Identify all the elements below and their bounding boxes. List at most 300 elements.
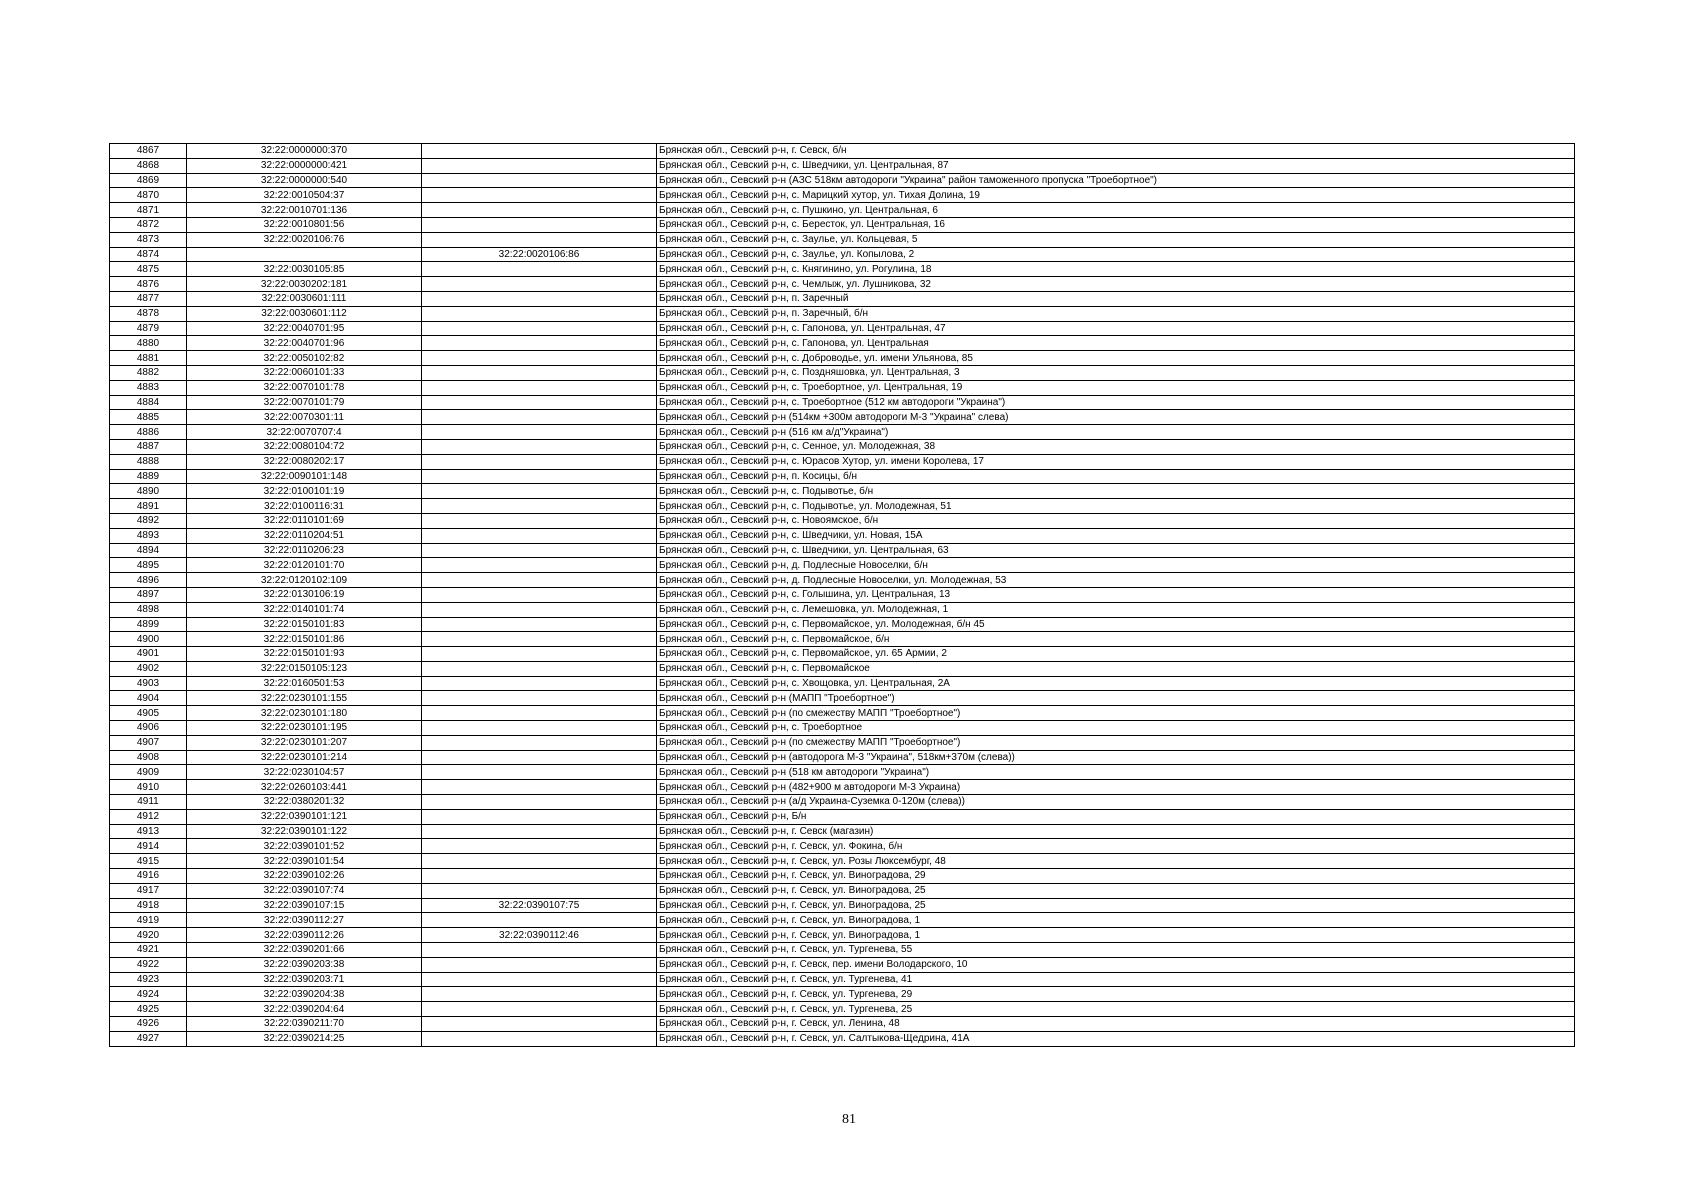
previous-cadastral-number-cell [422,306,657,321]
previous-cadastral-number-cell [422,587,657,602]
table-row [110,647,1575,662]
cadastral-number-cell: 32:22:0030601:112 [187,306,422,321]
row-number-cell: 4876 [110,277,187,292]
row-number-cell: 4890 [110,484,187,499]
address-cell: Брянская обл., Севский р-н, г. Севск, б/н [657,144,1575,159]
row-number-cell: 4905 [110,706,187,721]
table-row [110,380,1575,395]
table-row [110,706,1575,721]
previous-cadastral-number-cell [422,144,657,159]
table-row [110,306,1575,321]
address-cell: Брянская обл., Севский р-н, с. Троебортное, ул. Центральная, 19 [657,380,1575,395]
previous-cadastral-number-cell [422,957,657,972]
address-cell: Брянская обл., Севский р-н (516 км а/д"Украина") [657,425,1575,440]
cadastral-number-cell: 32:22:0230104:57 [187,765,422,780]
previous-cadastral-number-cell [422,262,657,277]
previous-cadastral-number-cell [422,706,657,721]
address-cell: Брянская обл., Севский р-н, с. Шведчики, ул. Центральная, 87 [657,158,1575,173]
previous-cadastral-number-cell [422,869,657,884]
address-cell: Брянская обл., Севский р-н, г. Севск, ул. Виноградова, 29 [657,869,1575,884]
address-cell: Брянская обл., Севский р-н, с. Первомайское, ул. Молодежная, б/н 45 [657,617,1575,632]
address-cell: Брянская обл., Севский р-н, п. Заречный [657,291,1575,306]
row-number-cell: 4873 [110,232,187,247]
previous-cadastral-number-cell [422,602,657,617]
address-cell: Брянская обл., Севский р-н, г. Севск, ул. Розы Люксембург, 48 [657,854,1575,869]
table-row [110,587,1575,602]
cadastral-number-cell: 32:22:0090101:148 [187,469,422,484]
address-cell: Брянская обл., Севский р-н, с. Бересток, ул. Центральная, 16 [657,217,1575,232]
address-cell: Брянская обл., Севский р-н, с. Юрасов Хутор, ул. имени Королева, 17 [657,454,1575,469]
row-number-cell: 4884 [110,395,187,410]
previous-cadastral-number-cell: 32:22:0390107:75 [422,898,657,913]
cadastral-number-cell: 32:22:0390112:27 [187,913,422,928]
address-cell: Брянская обл., Севский р-н, с. Заулье, ул. Копылова, 2 [657,247,1575,262]
previous-cadastral-number-cell [422,277,657,292]
row-number-cell: 4875 [110,262,187,277]
address-cell: Брянская обл., Севский р-н (514км +300м автодороги М-3 "Украина" слева) [657,410,1575,425]
table-row [110,780,1575,795]
table-row [110,410,1575,425]
previous-cadastral-number-cell [422,661,657,676]
row-number-cell: 4881 [110,351,187,366]
table-row [110,721,1575,736]
table-row [110,972,1575,987]
address-cell: Брянская обл., Севский р-н, г. Севск, ул. Ленина, 48 [657,1017,1575,1032]
row-number-cell: 4910 [110,780,187,795]
cadastral-number-cell: 32:22:0230101:155 [187,691,422,706]
row-number-cell: 4870 [110,188,187,203]
previous-cadastral-number-cell [422,809,657,824]
previous-cadastral-number-cell [422,632,657,647]
cadastral-number-cell: 32:22:0120101:70 [187,558,422,573]
address-cell: Брянская обл., Севский р-н, г. Севск (магазин) [657,824,1575,839]
previous-cadastral-number-cell [422,543,657,558]
row-number-cell: 4906 [110,721,187,736]
table-row [110,217,1575,232]
address-cell: Брянская обл., Севский р-н, г. Севск, ул. Виноградова, 1 [657,928,1575,943]
registry-table-body [110,144,1575,1047]
table-row [110,291,1575,306]
row-number-cell: 4883 [110,380,187,395]
cadastral-number-cell: 32:22:0070707:4 [187,425,422,440]
table-row [110,735,1575,750]
cadastral-number-cell: 32:22:0390204:64 [187,1002,422,1017]
cadastral-number-cell: 32:22:0390214:25 [187,1031,422,1046]
page-number: 81 [842,1112,856,1127]
address-cell: Брянская обл., Севский р-н, с. Первомайское, б/н [657,632,1575,647]
cadastral-number-cell: 32:22:0390102:26 [187,869,422,884]
row-number-cell: 4892 [110,513,187,528]
cadastral-number-cell: 32:22:0000000:540 [187,173,422,188]
cadastral-number-cell: 32:22:0080202:17 [187,454,422,469]
address-cell: Брянская обл., Севский р-н, с. Лемешовка, ул. Молодежная, 1 [657,602,1575,617]
cadastral-number-cell: 32:22:0230101:195 [187,721,422,736]
address-cell: Брянская обл., Севский р-н, с. Хвощовка, ул. Центральная, 2А [657,676,1575,691]
cadastral-number-cell: 32:22:0390101:122 [187,824,422,839]
previous-cadastral-number-cell [422,913,657,928]
row-number-cell: 4909 [110,765,187,780]
address-cell: Брянская обл., Севский р-н, с. Голышина, ул. Центральная, 13 [657,587,1575,602]
table-row [110,232,1575,247]
table-row [110,854,1575,869]
address-cell: Брянская обл., Севский р-н, с. Первомайское [657,661,1575,676]
address-cell: Брянская обл., Севский р-н, с. Гапонова, ул. Центральная, 47 [657,321,1575,336]
row-number-cell: 4925 [110,1002,187,1017]
address-cell: Брянская обл., Севский р-н, с. Пушкино, ул. Центральная, 6 [657,203,1575,218]
cadastral-number-cell: 32:22:0100116:31 [187,499,422,514]
table-row [110,795,1575,810]
row-number-cell: 4869 [110,173,187,188]
cadastral-number-cell: 32:22:0390101:54 [187,854,422,869]
previous-cadastral-number-cell [422,647,657,662]
previous-cadastral-number-cell [422,351,657,366]
cadastral-number-cell: 32:22:0150101:86 [187,632,422,647]
previous-cadastral-number-cell [422,528,657,543]
cadastral-number-cell: 32:22:0140101:74 [187,602,422,617]
address-cell: Брянская обл., Севский р-н, г. Севск, ул. Фокина, б/н [657,839,1575,854]
table-row [110,765,1575,780]
table-row [110,809,1575,824]
address-cell: Брянская обл., Севский р-н, с. Чемлыж, ул. Лушникова, 32 [657,277,1575,292]
table-row [110,1017,1575,1032]
previous-cadastral-number-cell [422,321,657,336]
previous-cadastral-number-cell [422,987,657,1002]
address-cell: Брянская обл., Севский р-н, с. Заулье, ул. Кольцевая, 5 [657,232,1575,247]
table-row [110,676,1575,691]
cadastral-number-cell: 32:22:0390204:38 [187,987,422,1002]
previous-cadastral-number-cell [422,883,657,898]
row-number-cell: 4885 [110,410,187,425]
row-number-cell: 4893 [110,528,187,543]
address-cell: Брянская обл., Севский р-н, д. Подлесные Новоселки, б/н [657,558,1575,573]
previous-cadastral-number-cell [422,454,657,469]
table-row [110,943,1575,958]
previous-cadastral-number-cell [422,217,657,232]
cadastral-number-cell: 32:22:0060101:33 [187,365,422,380]
row-number-cell: 4920 [110,928,187,943]
cadastral-number-cell: 32:22:0150101:93 [187,647,422,662]
table-row [110,173,1575,188]
cadastral-number-cell: 32:22:0110101:69 [187,513,422,528]
previous-cadastral-number-cell [422,824,657,839]
address-cell: Брянская обл., Севский р-н (по смежеству МАПП "Троебортное") [657,735,1575,750]
cadastral-number-cell: 32:22:0110204:51 [187,528,422,543]
table-row [110,499,1575,514]
table-row [110,750,1575,765]
row-number-cell: 4882 [110,365,187,380]
row-number-cell: 4918 [110,898,187,913]
row-number-cell: 4921 [110,943,187,958]
previous-cadastral-number-cell [422,365,657,380]
previous-cadastral-number-cell [422,691,657,706]
row-number-cell: 4889 [110,469,187,484]
table-row [110,262,1575,277]
previous-cadastral-number-cell [422,395,657,410]
previous-cadastral-number-cell [422,972,657,987]
table-row [110,839,1575,854]
previous-cadastral-number-cell [422,750,657,765]
cadastral-number-cell: 32:22:0070101:78 [187,380,422,395]
table-row [110,351,1575,366]
previous-cadastral-number-cell [422,780,657,795]
previous-cadastral-number-cell [422,676,657,691]
address-cell: Брянская обл., Севский р-н (по смежеству МАПП "Троебортное") [657,706,1575,721]
previous-cadastral-number-cell [422,203,657,218]
row-number-cell: 4867 [110,144,187,159]
previous-cadastral-number-cell [422,158,657,173]
registry-table [109,143,1575,1047]
cadastral-number-cell: 32:22:0390107:74 [187,883,422,898]
address-cell: Брянская обл., Севский р-н, д. Подлесные Новоселки, ул. Молодежная, 53 [657,573,1575,588]
address-cell: Брянская обл., Севский р-н, с. Шведчики, ул. Центральная, 63 [657,543,1575,558]
cadastral-number-cell: 32:22:0030105:85 [187,262,422,277]
address-cell: Брянская обл., Севский р-н (МАПП "Троебортное") [657,691,1575,706]
previous-cadastral-number-cell [422,558,657,573]
cadastral-number-cell: 32:22:0390112:26 [187,928,422,943]
address-cell: Брянская обл., Севский р-н, с. Марицкий хутор, ул. Тихая Долина, 19 [657,188,1575,203]
row-number-cell: 4879 [110,321,187,336]
cadastral-number-cell: 32:22:0130106:19 [187,587,422,602]
previous-cadastral-number-cell [422,484,657,499]
address-cell: Брянская обл., Севский р-н, с. Поздняшовка, ул. Центральная, 3 [657,365,1575,380]
row-number-cell: 4924 [110,987,187,1002]
cadastral-number-cell: 32:22:0120102:109 [187,573,422,588]
cadastral-number-cell: 32:22:0390107:15 [187,898,422,913]
row-number-cell: 4912 [110,809,187,824]
row-number-cell: 4871 [110,203,187,218]
previous-cadastral-number-cell [422,336,657,351]
row-number-cell: 4877 [110,291,187,306]
cadastral-number-cell: 32:22:0230101:207 [187,735,422,750]
address-cell: Брянская обл., Севский р-н, г. Севск, ул. Тургенева, 55 [657,943,1575,958]
previous-cadastral-number-cell [422,573,657,588]
address-cell: Брянская обл., Севский р-н, с. Троебортное [657,721,1575,736]
row-number-cell: 4915 [110,854,187,869]
previous-cadastral-number-cell: 32:22:0020106:86 [422,247,657,262]
cadastral-number-cell: 32:22:0150101:83 [187,617,422,632]
table-row [110,883,1575,898]
row-number-cell: 4916 [110,869,187,884]
address-cell: Брянская обл., Севский р-н (518 км автодороги "Украина") [657,765,1575,780]
address-cell: Брянская обл., Севский р-н, п. Заречный, б/н [657,306,1575,321]
row-number-cell: 4917 [110,883,187,898]
table-row [110,336,1575,351]
cadastral-number-cell: 32:22:0380201:32 [187,795,422,810]
address-cell: Брянская обл., Севский р-н (а/д Украина-Суземка 0-120м (слева)) [657,795,1575,810]
row-number-cell: 4902 [110,661,187,676]
row-number-cell: 4911 [110,795,187,810]
address-cell: Брянская обл., Севский р-н, с. Троебортное (512 км автодороги "Украина") [657,395,1575,410]
previous-cadastral-number-cell: 32:22:0390112:46 [422,928,657,943]
row-number-cell: 4923 [110,972,187,987]
row-number-cell: 4878 [110,306,187,321]
cadastral-number-cell: 32:22:0390201:66 [187,943,422,958]
table-row [110,439,1575,454]
table-row [110,543,1575,558]
address-cell: Брянская обл., Севский р-н, г. Севск, ул. Тургенева, 41 [657,972,1575,987]
address-cell: Брянская обл., Севский р-н, Б/н [657,809,1575,824]
table-row [110,957,1575,972]
row-number-cell: 4894 [110,543,187,558]
table-row [110,365,1575,380]
previous-cadastral-number-cell [422,291,657,306]
row-number-cell: 4872 [110,217,187,232]
table-row [110,987,1575,1002]
cadastral-number-cell: 32:22:0030202:181 [187,277,422,292]
table-row [110,632,1575,647]
previous-cadastral-number-cell [422,513,657,528]
row-number-cell: 4901 [110,647,187,662]
previous-cadastral-number-cell [422,1002,657,1017]
table-row [110,188,1575,203]
table-row [110,321,1575,336]
row-number-cell: 4896 [110,573,187,588]
cadastral-number-cell: 32:22:0080104:72 [187,439,422,454]
address-cell: Брянская обл., Севский р-н, с. Подывотье, б/н [657,484,1575,499]
address-cell: Брянская обл., Севский р-н, с. Подывотье, ул. Молодежная, 51 [657,499,1575,514]
row-number-cell: 4886 [110,425,187,440]
cadastral-number-cell: 32:22:0050102:82 [187,351,422,366]
row-number-cell: 4868 [110,158,187,173]
row-number-cell: 4895 [110,558,187,573]
address-cell: Брянская обл., Севский р-н, с. Шведчики, ул. Новая, 15А [657,528,1575,543]
row-number-cell: 4897 [110,587,187,602]
address-cell: Брянская обл., Севский р-н, с. Новоямское, б/н [657,513,1575,528]
address-cell: Брянская обл., Севский р-н, г. Севск, ул. Виноградова, 25 [657,883,1575,898]
address-cell: Брянская обл., Севский р-н (АЗС 518км автодороги "Украина" район таможенного пропуска "Троебортное") [657,173,1575,188]
table-row [110,513,1575,528]
table-row [110,425,1575,440]
cadastral-number-cell: 32:22:0230101:214 [187,750,422,765]
table-row [110,573,1575,588]
table-row [110,484,1575,499]
table-row [110,469,1575,484]
row-number-cell: 4908 [110,750,187,765]
cadastral-number-cell: 32:22:0160501:53 [187,676,422,691]
cadastral-number-cell [187,247,422,262]
table-row [110,277,1575,292]
cadastral-number-cell: 32:22:0390203:71 [187,972,422,987]
cadastral-number-cell: 32:22:0010701:136 [187,203,422,218]
cadastral-number-cell: 32:22:0010504:37 [187,188,422,203]
row-number-cell: 4922 [110,957,187,972]
previous-cadastral-number-cell [422,499,657,514]
table-row [110,247,1575,262]
row-number-cell: 4914 [110,839,187,854]
row-number-cell: 4907 [110,735,187,750]
cadastral-number-cell: 32:22:0260103:441 [187,780,422,795]
cadastral-number-cell: 32:22:0040701:96 [187,336,422,351]
table-row [110,898,1575,913]
previous-cadastral-number-cell [422,839,657,854]
row-number-cell: 4903 [110,676,187,691]
previous-cadastral-number-cell [422,1017,657,1032]
previous-cadastral-number-cell [422,410,657,425]
table-row [110,661,1575,676]
previous-cadastral-number-cell [422,469,657,484]
cadastral-number-cell: 32:22:0390211:70 [187,1017,422,1032]
previous-cadastral-number-cell [422,232,657,247]
row-number-cell: 4919 [110,913,187,928]
table-row [110,824,1575,839]
previous-cadastral-number-cell [422,380,657,395]
previous-cadastral-number-cell [422,721,657,736]
cadastral-number-cell: 32:22:0020106:76 [187,232,422,247]
cadastral-number-cell: 32:22:0100101:19 [187,484,422,499]
table-row [110,913,1575,928]
table-row [110,1002,1575,1017]
previous-cadastral-number-cell [422,765,657,780]
row-number-cell: 4900 [110,632,187,647]
cadastral-number-cell: 32:22:0040701:95 [187,321,422,336]
table-row [110,617,1575,632]
cadastral-number-cell: 32:22:0000000:421 [187,158,422,173]
previous-cadastral-number-cell [422,439,657,454]
row-number-cell: 4880 [110,336,187,351]
cadastral-number-cell: 32:22:0030601:111 [187,291,422,306]
row-number-cell: 4891 [110,499,187,514]
cadastral-number-cell: 32:22:0230101:180 [187,706,422,721]
cadastral-number-cell: 32:22:0150105:123 [187,661,422,676]
address-cell: Брянская обл., Севский р-н, г. Севск, ул. Тургенева, 25 [657,1002,1575,1017]
table-row [110,558,1575,573]
previous-cadastral-number-cell [422,188,657,203]
table-row [110,928,1575,943]
row-number-cell: 4887 [110,439,187,454]
cadastral-number-cell: 32:22:0110206:23 [187,543,422,558]
table-row [110,395,1575,410]
address-cell: Брянская обл., Севский р-н, г. Севск, ул. Тургенева, 29 [657,987,1575,1002]
table-row [110,158,1575,173]
address-cell: Брянская обл., Севский р-н, г. Севск, ул. Салтыкова-Щедрина, 41А [657,1031,1575,1046]
previous-cadastral-number-cell [422,617,657,632]
row-number-cell: 4899 [110,617,187,632]
table-row [110,144,1575,159]
row-number-cell: 4874 [110,247,187,262]
previous-cadastral-number-cell [422,854,657,869]
row-number-cell: 4888 [110,454,187,469]
address-cell: Брянская обл., Севский р-н (482+900 м автодороги М-3 Украина) [657,780,1575,795]
row-number-cell: 4904 [110,691,187,706]
address-cell: Брянская обл., Севский р-н, г. Севск, ул. Виноградова, 25 [657,898,1575,913]
table-row [110,869,1575,884]
row-number-cell: 4913 [110,824,187,839]
address-cell: Брянская обл., Севский р-н (автодорога М-3 "Украина", 518км+370м (слева)) [657,750,1575,765]
previous-cadastral-number-cell [422,425,657,440]
row-number-cell: 4898 [110,602,187,617]
previous-cadastral-number-cell [422,735,657,750]
previous-cadastral-number-cell [422,173,657,188]
address-cell: Брянская обл., Севский р-н, с. Княгинино, ул. Рогулина, 18 [657,262,1575,277]
table-row [110,203,1575,218]
address-cell: Брянская обл., Севский р-н, с. Сенное, ул. Молодежная, 38 [657,439,1575,454]
row-number-cell: 4926 [110,1017,187,1032]
cadastral-number-cell: 32:22:0070301:11 [187,410,422,425]
previous-cadastral-number-cell [422,1031,657,1046]
cadastral-number-cell: 32:22:0010801:56 [187,217,422,232]
table-row [110,528,1575,543]
cadastral-number-cell: 32:22:0000000:370 [187,144,422,159]
table-row [110,691,1575,706]
table-row [110,602,1575,617]
previous-cadastral-number-cell [422,943,657,958]
row-number-cell: 4927 [110,1031,187,1046]
cadastral-number-cell: 32:22:0390101:52 [187,839,422,854]
address-cell: Брянская обл., Севский р-н, с. Доброводье, ул. имени Ульянова, 85 [657,351,1575,366]
address-cell: Брянская обл., Севский р-н, п. Косицы, б/н [657,469,1575,484]
table-row [110,454,1575,469]
address-cell: Брянская обл., Севский р-н, г. Севск, ул. Виноградова, 1 [657,913,1575,928]
